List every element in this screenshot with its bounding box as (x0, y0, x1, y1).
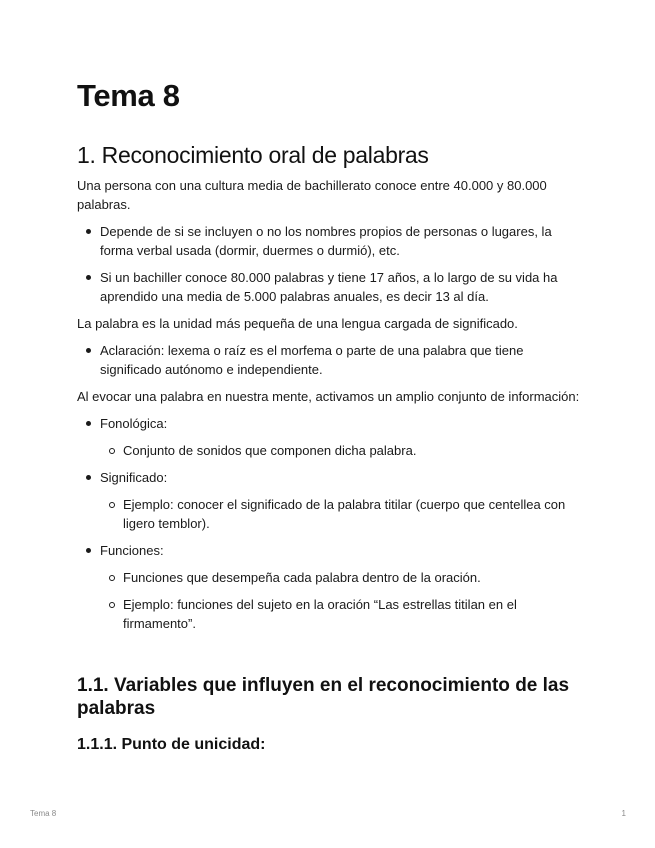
info-list (77, 414, 581, 633)
nested-list (100, 441, 581, 460)
subsection-heading: 1.1. Variables que influyen en el reconocimiento de las palabras (77, 675, 570, 719)
footer-page-number: 1 (621, 809, 626, 818)
paragraph: La palabra es la unidad más pequeña de una lengua cargada de significado. (77, 316, 518, 331)
list-item-funciones (100, 541, 581, 633)
paragraph: Al evocar una palabra en nuestra mente, activamos un amplio conjunto de información: (77, 389, 580, 404)
subsubsection-heading: 1.1.1. Punto de unicidad: (77, 736, 266, 753)
paragraph: Una persona con una cultura media de bachillerato conoce entre 40.000 y 80.000 palabras. (77, 178, 547, 212)
nested-list-item: Ejemplo: funciones del sujeto en la oración “Las estrellas titilan en el firmamento”. (123, 595, 581, 633)
list-item: Aclaración: lexema o raíz es el morfema o parte de una palabra que tiene significado autónomo e independiente. (100, 341, 581, 379)
bullet-list (77, 222, 581, 306)
list-item-label: Fonológica: (100, 416, 168, 431)
list-item-significado (100, 468, 581, 533)
nested-list (100, 495, 581, 533)
list-item-fonologica (100, 414, 581, 460)
list-item-label: Significado: (100, 470, 168, 485)
footer-title: Tema 8 (30, 809, 57, 818)
page-title: Tema 8 (77, 78, 180, 113)
nested-list-item: Ejemplo: conocer el significado de la palabra titilar (cuerpo que centellea con ligero temblor). (123, 495, 581, 533)
list-item: Depende de si se incluyen o no los nombres propios de personas o lugares, la forma verbal usada (dormir, duermes o durmió), etc. (100, 222, 581, 260)
nested-list (100, 568, 581, 633)
section-body (77, 176, 581, 641)
list-item: Si un bachiller conoce 80.000 palabras y tiene 17 años, a lo largo de su vida ha aprendido una media de 5.000 palabras anuales, es decir 13 al día. (100, 268, 581, 306)
nested-list-item: Conjunto de sonidos que componen dicha palabra. (123, 441, 581, 460)
section-heading: 1. Reconocimiento oral de palabras (77, 142, 429, 168)
list-item-label: Funciones: (100, 543, 164, 558)
nested-list-item: Funciones que desempeña cada palabra dentro de la oración. (123, 568, 581, 587)
bullet-list (77, 341, 581, 379)
